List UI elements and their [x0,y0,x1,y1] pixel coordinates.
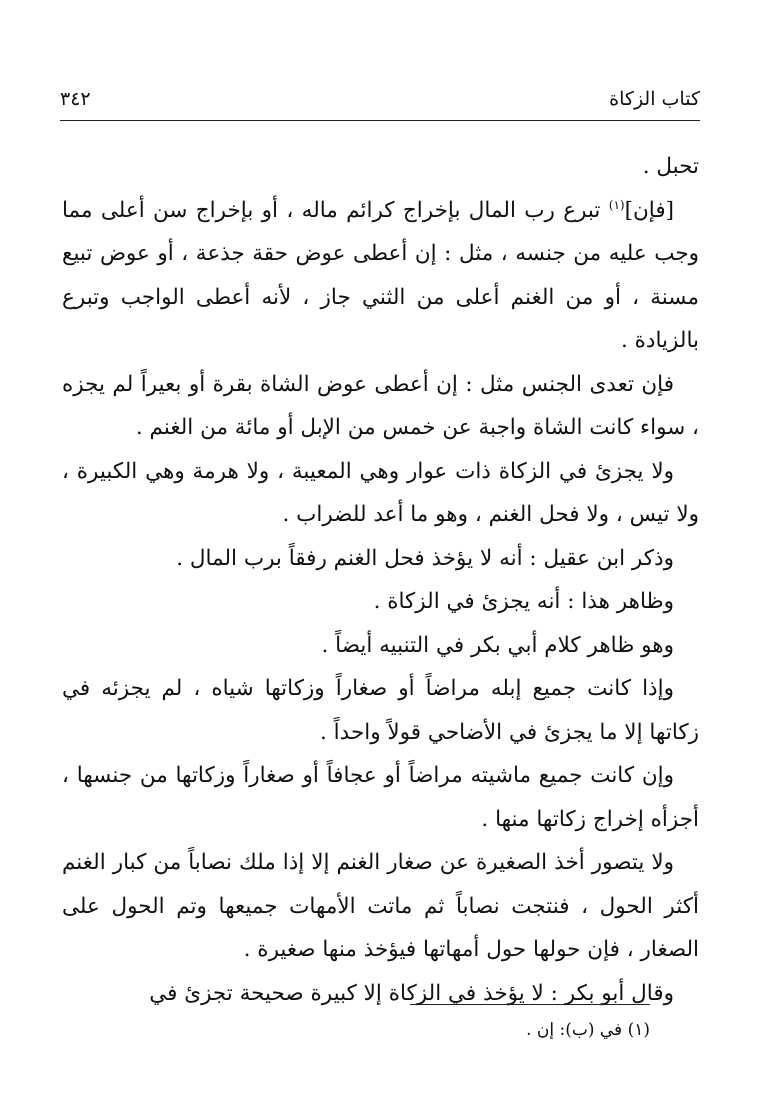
footnote-divider [410,1004,650,1005]
paragraph [62,189,699,363]
running-header [60,88,700,118]
paragraph: وإن كانت جميع ماشيته مراضاً أو عجافاً أو صغاراً وزكاتها من جنسها ، أجزأه إخراج زكاتها منها . [62,763,699,832]
paragraph: وقال أبو بكر : لا يؤخذ في الزكاة إلا كبيرة صحيحة تجزئ في [149,980,674,1006]
footnote: (١) في (ب): إن . [526,1020,650,1040]
paragraph: وهو ظاهر كلام أبي بكر في التنبيه أيضاً . [321,632,674,658]
paragraph: وإذا كانت جميع إبله مراضاً أو صغاراً وزكاتها شياه ، لم يجزئه في زكاتها إلا ما يجزئ في الأضاحي قولاً واحداً . [62,676,699,745]
paragraph: ولا يتصور أخذ الصغيرة عن صغار الغنم إلا إذا ملك نصاباً من كبار الغنم أكثر الحول ، فنتجت نصاباً ثم ماتت الأمهات جميعها وتم الحول على الصغار ، فإن حولها حول أمهاتها فيؤخذ منها صغيرة . [62,850,699,962]
header-divider [60,120,700,121]
paragraph: تحبل . [642,154,699,179]
paragraph-text: تبرع رب المال بإخراج كرائم ماله ، أو بإخراج سن أعلى مما وجب عليه من جنسه ، مثل : إن أعطى عوض حقة جذعة ، أو عوض تبيع مسنة ، أو من الغنم أعلى من الثني جاز ، لأنه أعطى الواجب وتبرع بالزيادة . [62,197,699,353]
paragraph: وذكر ابن عقيل : أنه لا يؤخذ فحل الغنم رفقاً برب المال . [176,545,674,571]
page-number: ٣٤٢ [60,88,91,110]
paragraph: فإن تعدى الجنس مثل : إن أعطى عوض الشاة بقرة أو بعيراً لم يجزه ، سواء كانت الشاة واجبة عن خمس من الإبل أو مائة من الغنم . [62,371,699,440]
paragraph: ولا يجزئ في الزكاة ذات عوار وهي المعيبة ، ولا هرمة وهي الكبيرة ، ولا تيس ، ولا فحل الغنم ، وهو ما أعد للضراب . [62,458,699,527]
paragraph: وظاهر هذا : أنه يجزئ في الزكاة . [373,589,674,614]
main-text [62,145,699,1015]
chapter-title: كتاب الزكاة [609,88,700,110]
footnote-marker: (١) [608,197,625,212]
bracketed-word: [فإن] [624,197,674,223]
